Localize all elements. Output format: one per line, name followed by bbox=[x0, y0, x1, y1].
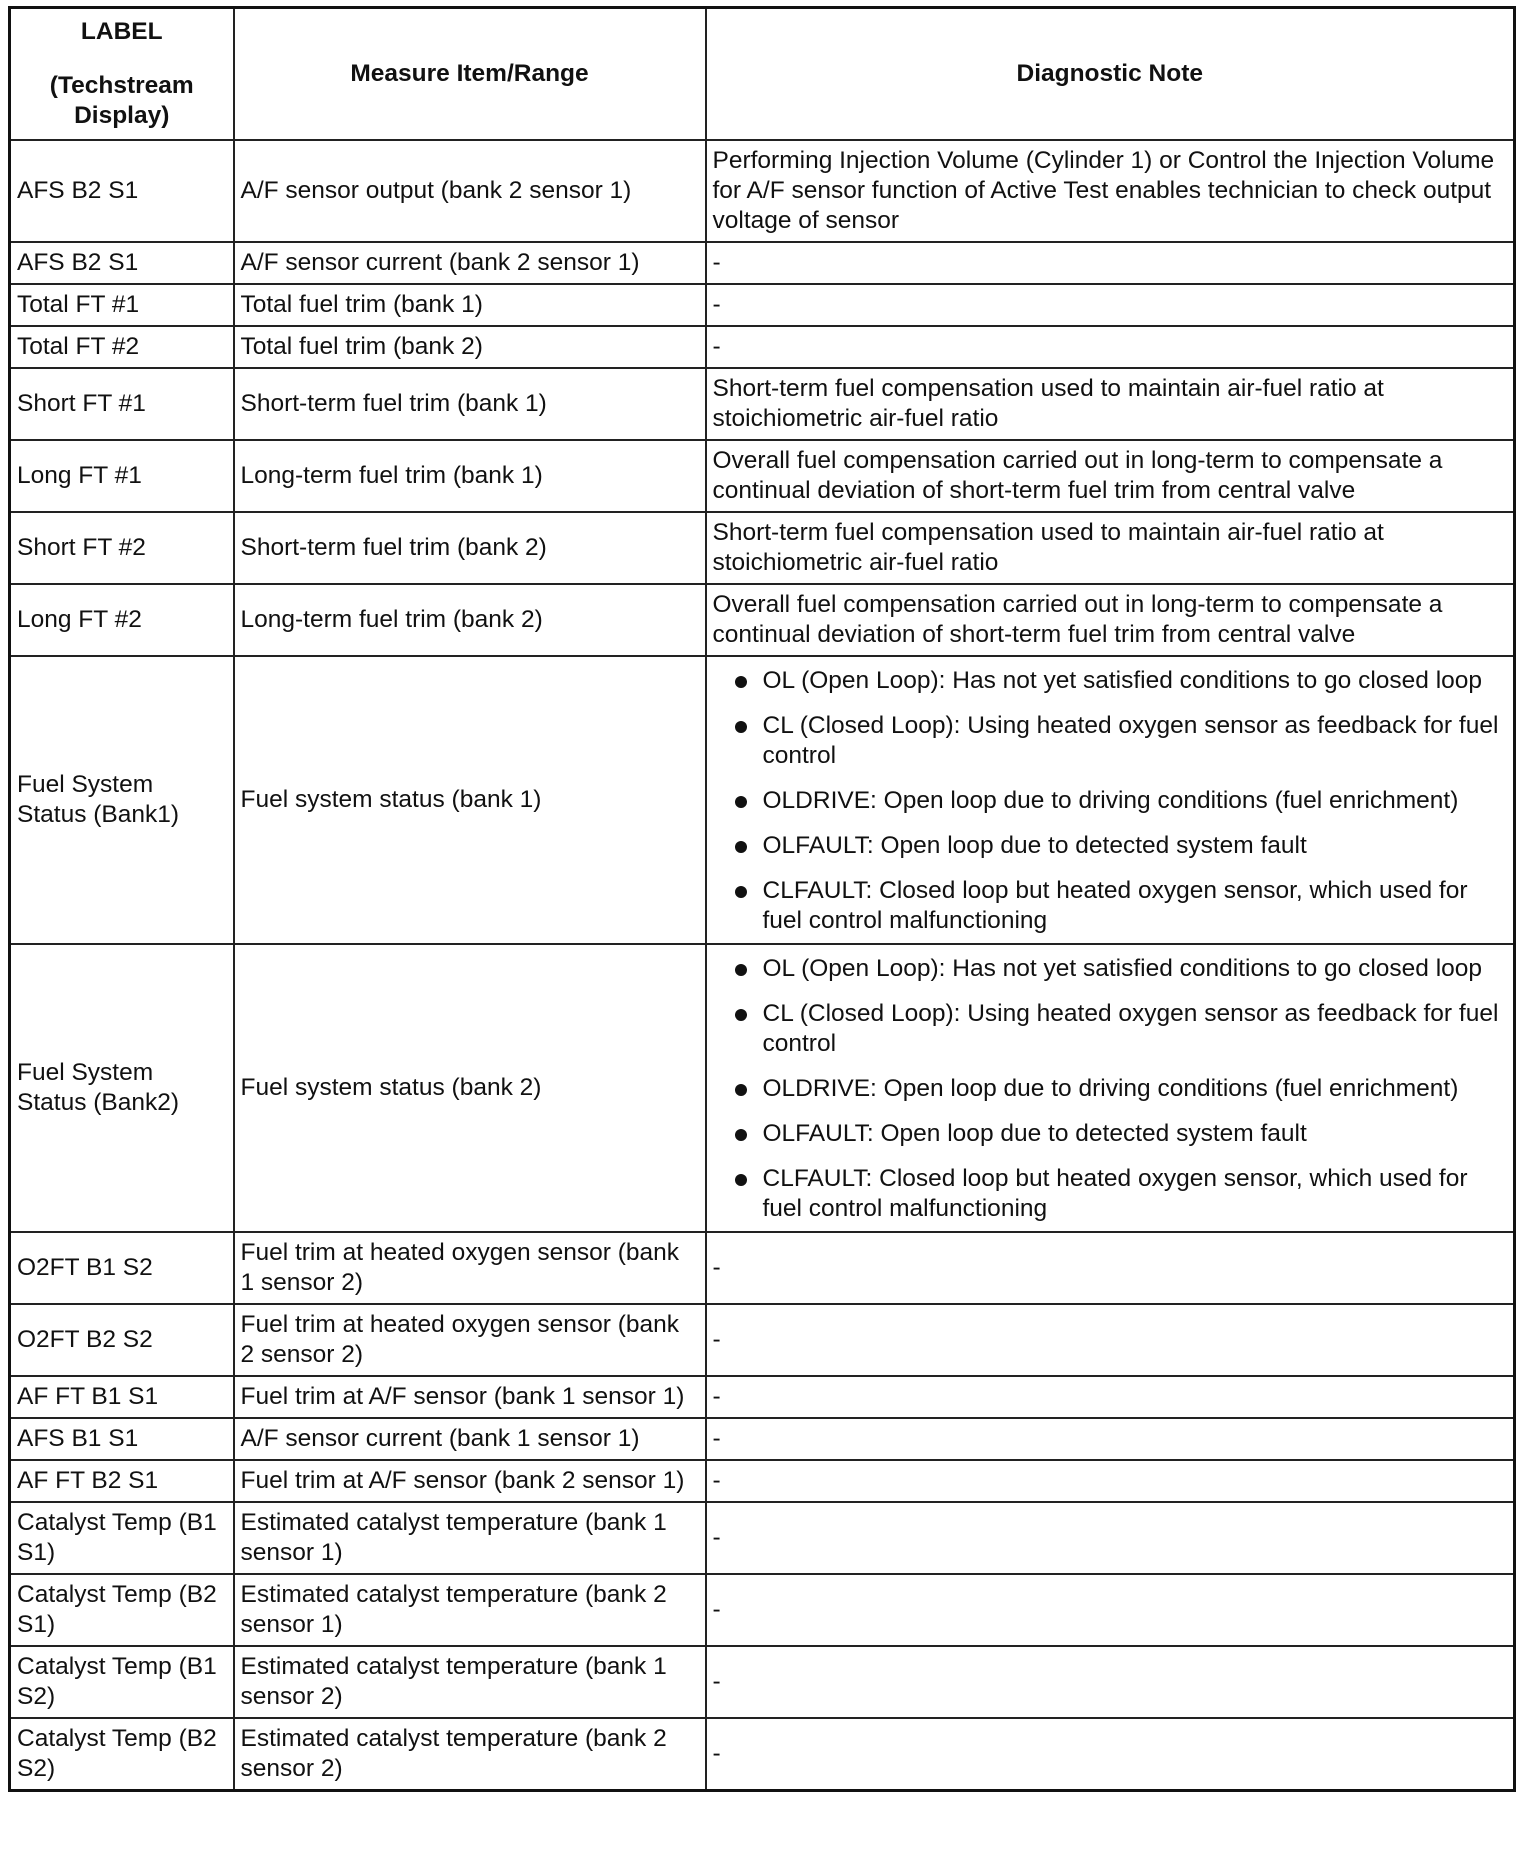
row-note bbox=[706, 944, 1515, 1232]
row-note: Overall fuel compensation carried out in long-term to compensate a continual deviation of short-term fuel trim from central valve bbox=[706, 440, 1515, 512]
row-note: Short-term fuel compensation used to maintain air-fuel ratio at stoichiometric air-fuel ratio bbox=[706, 368, 1515, 440]
note-text: CLFAULT: Closed loop but heated oxygen sensor, which used for fuel control malfunctioning bbox=[762, 877, 1468, 934]
table-row bbox=[10, 584, 1515, 656]
note-text: OLDRIVE: Open loop due to driving conditions (fuel enrichment) bbox=[762, 787, 1459, 814]
row-label: AFS B2 S1 bbox=[10, 140, 234, 242]
row-measure: Fuel system status (bank 1) bbox=[234, 656, 706, 944]
row-note bbox=[706, 656, 1515, 944]
list-item bbox=[713, 876, 1508, 936]
list-item bbox=[713, 954, 1508, 984]
note-text: OLFAULT: Open loop due to detected system fault bbox=[762, 832, 1307, 859]
bullet-icon bbox=[735, 886, 747, 898]
table-row bbox=[10, 440, 1515, 512]
bullet-icon bbox=[735, 676, 747, 688]
row-note: Overall fuel compensation carried out in long-term to compensate a continual deviation of short-term fuel trim from central valve bbox=[706, 584, 1515, 656]
row-label: Fuel System Status (Bank1) bbox=[10, 656, 234, 944]
row-label: AF FT B1 S1 bbox=[10, 1376, 234, 1418]
row-measure: Total fuel trim (bank 1) bbox=[234, 284, 706, 326]
bullet-icon bbox=[735, 841, 747, 853]
row-measure: Short-term fuel trim (bank 2) bbox=[234, 512, 706, 584]
row-label: Fuel System Status (Bank2) bbox=[10, 944, 234, 1232]
row-note: - bbox=[706, 326, 1515, 368]
list-item bbox=[713, 711, 1508, 771]
row-label: Long FT #2 bbox=[10, 584, 234, 656]
row-note: - bbox=[706, 1232, 1515, 1304]
table-row bbox=[10, 944, 1515, 1232]
row-label: Short FT #2 bbox=[10, 512, 234, 584]
row-note: - bbox=[706, 242, 1515, 284]
row-label: AF FT B2 S1 bbox=[10, 1460, 234, 1502]
table-row bbox=[10, 1574, 1515, 1646]
list-item bbox=[713, 786, 1508, 816]
row-measure: Short-term fuel trim (bank 1) bbox=[234, 368, 706, 440]
table-row bbox=[10, 1718, 1515, 1791]
row-label: AFS B2 S1 bbox=[10, 242, 234, 284]
row-measure: Long-term fuel trim (bank 2) bbox=[234, 584, 706, 656]
row-measure: A/F sensor current (bank 1 sensor 1) bbox=[234, 1418, 706, 1460]
table-row bbox=[10, 512, 1515, 584]
row-note: - bbox=[706, 1418, 1515, 1460]
row-label: Short FT #1 bbox=[10, 368, 234, 440]
row-note: - bbox=[706, 1502, 1515, 1574]
row-label: O2FT B1 S2 bbox=[10, 1232, 234, 1304]
row-label: Total FT #2 bbox=[10, 326, 234, 368]
note-text: OLFAULT: Open loop due to detected system fault bbox=[762, 1120, 1307, 1147]
row-label: Catalyst Temp (B1 S1) bbox=[10, 1502, 234, 1574]
row-measure: Estimated catalyst temperature (bank 2 sensor 1) bbox=[234, 1574, 706, 1646]
table-row bbox=[10, 368, 1515, 440]
table-row bbox=[10, 1418, 1515, 1460]
row-note: - bbox=[706, 1460, 1515, 1502]
list-item bbox=[713, 1119, 1508, 1149]
status-note-list bbox=[713, 954, 1508, 1224]
bullet-icon bbox=[735, 1084, 747, 1096]
row-label: AFS B1 S1 bbox=[10, 1418, 234, 1460]
list-item bbox=[713, 1164, 1508, 1224]
bullet-icon bbox=[735, 1174, 747, 1186]
note-text: CL (Closed Loop): Using heated oxygen sensor as feedback for fuel control bbox=[762, 1000, 1499, 1057]
row-measure: Total fuel trim (bank 2) bbox=[234, 326, 706, 368]
note-text: CLFAULT: Closed loop but heated oxygen sensor, which used for fuel control malfunctioning bbox=[762, 1165, 1468, 1222]
table-row bbox=[10, 140, 1515, 242]
table-row bbox=[10, 242, 1515, 284]
bullet-icon bbox=[735, 1129, 747, 1141]
row-measure: Fuel trim at A/F sensor (bank 1 sensor 1) bbox=[234, 1376, 706, 1418]
row-label: Catalyst Temp (B1 S2) bbox=[10, 1646, 234, 1718]
row-measure: A/F sensor current (bank 2 sensor 1) bbox=[234, 242, 706, 284]
note-text: OL (Open Loop): Has not yet satisfied conditions to go closed loop bbox=[762, 667, 1483, 694]
row-measure: Fuel trim at heated oxygen sensor (bank 2 sensor 2) bbox=[234, 1304, 706, 1376]
note-text: CL (Closed Loop): Using heated oxygen sensor as feedback for fuel control bbox=[762, 712, 1499, 769]
table-row bbox=[10, 1460, 1515, 1502]
row-measure: Long-term fuel trim (bank 1) bbox=[234, 440, 706, 512]
row-note: - bbox=[706, 1304, 1515, 1376]
row-measure: A/F sensor output (bank 2 sensor 1) bbox=[234, 140, 706, 242]
row-measure: Estimated catalyst temperature (bank 1 sensor 1) bbox=[234, 1502, 706, 1574]
data-list-table bbox=[8, 6, 1516, 1792]
list-item bbox=[713, 999, 1508, 1059]
table-row bbox=[10, 1646, 1515, 1718]
table-row bbox=[10, 1376, 1515, 1418]
table-row bbox=[10, 326, 1515, 368]
row-note: - bbox=[706, 284, 1515, 326]
row-note: - bbox=[706, 1376, 1515, 1418]
bullet-icon bbox=[735, 964, 747, 976]
row-measure: Estimated catalyst temperature (bank 2 sensor 2) bbox=[234, 1718, 706, 1791]
bullet-icon bbox=[735, 796, 747, 808]
row-measure: Fuel trim at heated oxygen sensor (bank 1 sensor 2) bbox=[234, 1232, 706, 1304]
note-header: Diagnostic Note bbox=[706, 8, 1515, 141]
row-label: Total FT #1 bbox=[10, 284, 234, 326]
note-text: OLDRIVE: Open loop due to driving conditions (fuel enrichment) bbox=[762, 1075, 1459, 1102]
status-note-list bbox=[713, 666, 1508, 936]
header-row bbox=[10, 8, 1515, 141]
label-header bbox=[10, 8, 234, 141]
row-measure: Fuel trim at A/F sensor (bank 2 sensor 1) bbox=[234, 1460, 706, 1502]
list-item bbox=[713, 1074, 1508, 1104]
row-note: - bbox=[706, 1574, 1515, 1646]
table-row bbox=[10, 1232, 1515, 1304]
table-row bbox=[10, 1304, 1515, 1376]
label-header-subtitle: (Techstream Display) bbox=[49, 72, 194, 129]
table-row bbox=[10, 1502, 1515, 1574]
list-item bbox=[713, 666, 1508, 696]
row-measure: Estimated catalyst temperature (bank 1 sensor 2) bbox=[234, 1646, 706, 1718]
list-item bbox=[713, 831, 1508, 861]
row-label: Catalyst Temp (B2 S1) bbox=[10, 1574, 234, 1646]
label-header-title: LABEL bbox=[80, 18, 163, 45]
table-body bbox=[10, 140, 1515, 1791]
row-label: Catalyst Temp (B2 S2) bbox=[10, 1718, 234, 1791]
row-label: Long FT #1 bbox=[10, 440, 234, 512]
row-label: O2FT B2 S2 bbox=[10, 1304, 234, 1376]
row-measure: Fuel system status (bank 2) bbox=[234, 944, 706, 1232]
bullet-icon bbox=[735, 721, 747, 733]
table-row bbox=[10, 284, 1515, 326]
bullet-icon bbox=[735, 1009, 747, 1021]
table-row bbox=[10, 656, 1515, 944]
note-text: OL (Open Loop): Has not yet satisfied conditions to go closed loop bbox=[762, 955, 1483, 982]
row-note: - bbox=[706, 1718, 1515, 1791]
row-note: Performing Injection Volume (Cylinder 1) or Control the Injection Volume for A/F sensor function of Active Test enables technician to check output voltage of sensor bbox=[706, 140, 1515, 242]
measure-header: Measure Item/Range bbox=[234, 8, 706, 141]
row-note: Short-term fuel compensation used to maintain air-fuel ratio at stoichiometric air-fuel ratio bbox=[706, 512, 1515, 584]
row-note: - bbox=[706, 1646, 1515, 1718]
